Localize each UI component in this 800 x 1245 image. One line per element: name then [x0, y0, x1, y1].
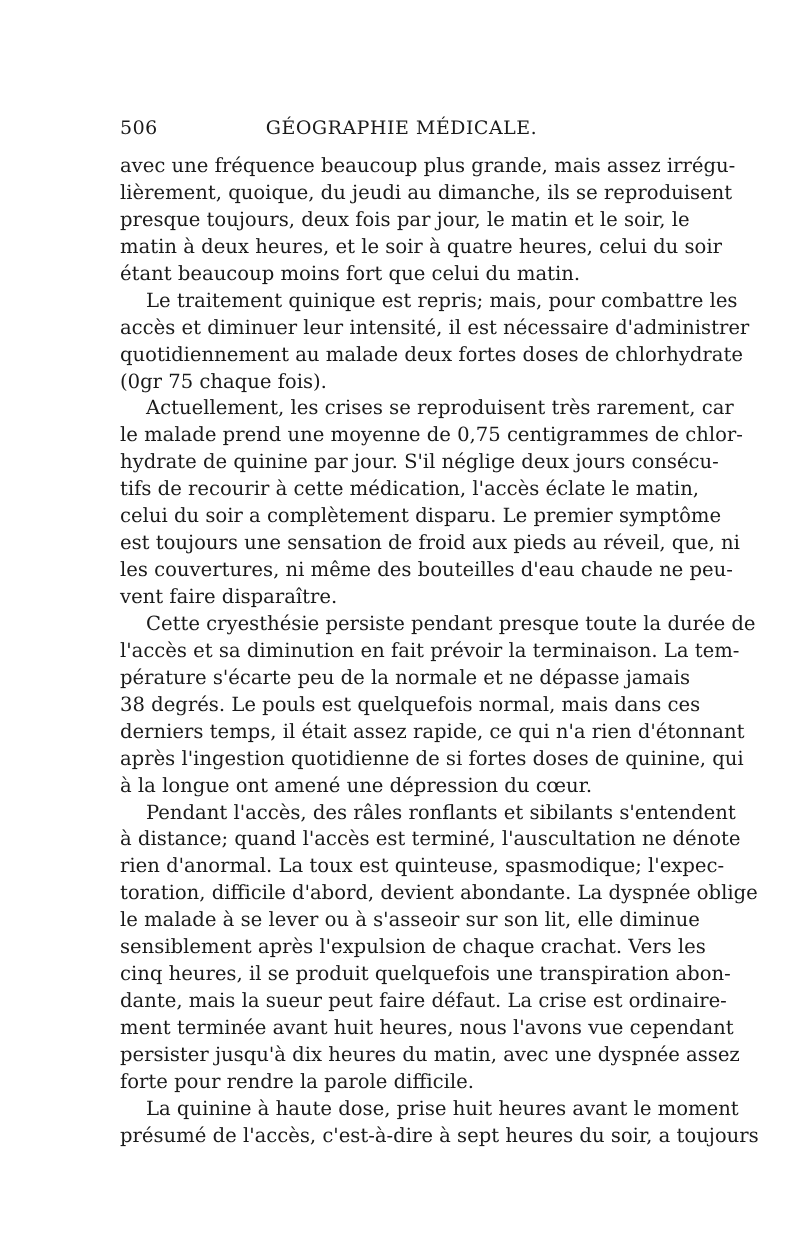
paragraph	[120, 800, 758, 1096]
running-title: GÉOGRAPHIE MÉDICALE.	[265, 117, 538, 139]
paragraph	[120, 153, 736, 288]
text-line: à la longue ont amené une dépression du cœur.	[120, 773, 593, 797]
text-line: est toujours une sensation de froid aux pieds au réveil, que, ni	[120, 531, 740, 555]
text-line: Le traitement quinique est repris; mais, pour combattre les	[146, 288, 738, 312]
text-line: à distance; quand l'accès est terminé, l'auscultation ne dénote	[120, 827, 741, 851]
text-line: le malade prend une moyenne de 0,75 centigrammes de chlor-	[120, 423, 743, 447]
text-line: après l'ingestion quotidienne de si fortes doses de quinine, qui	[120, 746, 744, 770]
text-line: (0gr 75 chaque fois).	[120, 369, 327, 393]
text-line: matin à deux heures, et le soir à quatre heures, celui du soir	[120, 234, 722, 258]
text-line: l'accès et sa diminution en fait prévoir la terminaison. La tem-	[120, 638, 740, 662]
text-line: lièrement, quoique, du jeudi au dimanche, ils se reproduisent	[120, 180, 733, 204]
text-line: forte pour rendre la parole difficile.	[120, 1069, 474, 1093]
text-line: les couvertures, ni même des bouteilles d'eau chaude ne peu-	[120, 558, 733, 582]
text-line: quotidiennement au malade deux fortes doses de chlorhydrate	[120, 342, 743, 366]
text-line: 38 degrés. Le pouls est quelquefois normal, mais dans ces	[120, 692, 701, 716]
text-line: avec une fréquence beaucoup plus grande, mais assez irrégu-	[120, 154, 736, 177]
text-line: accès et diminuer leur intensité, il est nécessaire d'administrer	[120, 315, 750, 339]
text-line: derniers temps, il était assez rapide, ce qui n'a rien d'étonnant	[120, 719, 745, 743]
text-line: ment terminée avant huit heures, nous l'avons vue cependant	[120, 1016, 734, 1039]
text-line: persister jusqu'à dix heures du matin, avec une dyspnée assez	[120, 1042, 740, 1066]
text-line: celui du soir a complètement disparu. Le premier symptôme	[120, 504, 722, 528]
text-line: pérature s'écarte peu de la normale et ne dépasse jamais	[120, 665, 691, 689]
text-line: le malade à se lever ou à s'asseoir sur son lit, elle diminue	[120, 908, 700, 932]
text-line: hydrate de quinine par jour. S'il néglige deux jours consécu-	[120, 450, 719, 474]
paragraph	[120, 288, 750, 396]
text-line: Cette cryesthésie persiste pendant presque toute la durée de	[146, 611, 756, 635]
text-line: toration, difficile d'abord, devient abondante. La dyspnée oblige	[120, 881, 758, 905]
paragraph	[120, 1096, 759, 1150]
page-number: 506	[120, 117, 158, 139]
paragraph	[120, 611, 756, 800]
text-line: présumé de l'accès, c'est-à-dire à sept heures du soir, a toujours	[120, 1123, 759, 1147]
text-line: vent faire disparaître.	[120, 585, 338, 608]
text-line: cinq heures, il se produit quelquefois une transpiration abon-	[120, 962, 731, 986]
paragraph	[120, 395, 743, 611]
text-line: La quinine à haute dose, prise huit heures avant le moment	[146, 1096, 739, 1120]
text-line: presque toujours, deux fois par jour, le matin et le soir, le	[120, 207, 690, 231]
text-line: Actuellement, les crises se reproduisent très rarement, car	[146, 396, 734, 420]
text-line: tifs de recourir à cette médication, l'accès éclate le matin,	[120, 477, 700, 501]
text-line: dante, mais la sueur peut faire défaut. La crise est ordinaire-	[120, 989, 727, 1013]
text-line: étant beaucoup moins fort que celui du matin.	[120, 261, 581, 285]
text-line: Pendant l'accès, des râles ronflants et sibilants s'entendent	[146, 800, 736, 824]
text-line: rien d'anormal. La toux est quinteuse, spasmodique; l'expec-	[120, 854, 725, 878]
body-text	[120, 153, 759, 1150]
page-header	[120, 117, 683, 145]
text-line: sensiblement après l'expulsion de chaque crachat. Vers les	[120, 935, 706, 959]
